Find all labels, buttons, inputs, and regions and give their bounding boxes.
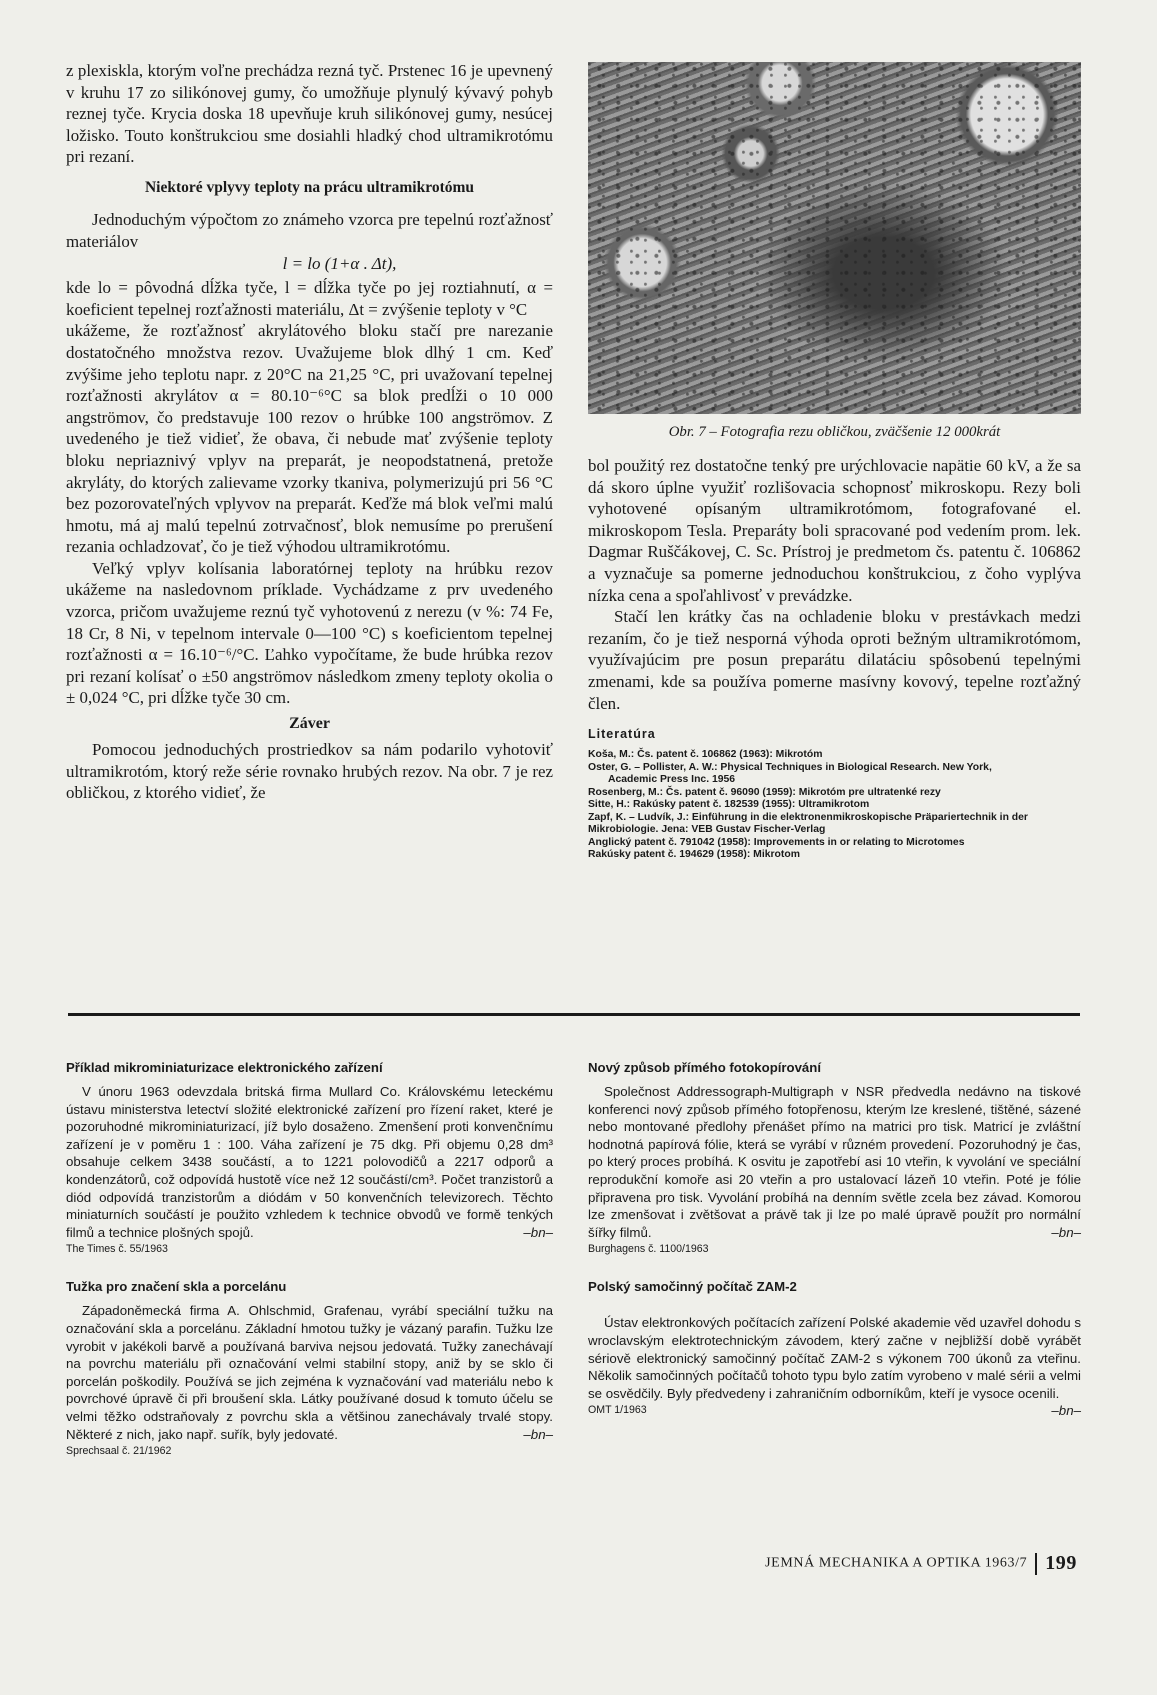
intro-paragraph: z plexiskla, ktorým voľne prechádza rezná tyč. Prstenec 16 je upevnený v kruhu 17 zo silikónovej gumy, čo umožňuje plynulý kývavý pohyb reznej tyče. Krycia doska 18 upevňuje kruh silikónovej gumy, nesúcej ložisko. Touto konštrukciou sme dosiahli hladký chod ultramikrotómu pri rezaní. [66,61,553,167]
news-signature: –bn– [1051,1224,1081,1240]
literature-item: Academic Press Inc. 1956 [608,774,736,786]
news-source: OMT 1/1963 [588,1404,647,1417]
news-item [66,1279,553,1457]
news-item [66,1060,553,1255]
news-body: Ústav elektronkových počítacích zařízení Polské akademie věd uzavřel dohodu s wroclavským elektrotechnickým závodem, který začne v nejbližší době vyrábět sériově elektronický samočinný počítač ZAM-2 s výkonem 700 úkonů za vteřinu. Několik samočinných počítačů tohoto typu bylo zatím vyrobeno v malé sérii a velmi se osvědčily. Byly předvedeny i zahraničním odborníkům, kteří je vysoce ocenili. –bn– [588,1315,1081,1419]
news-title: Nový způsob přímého fotokopírování [588,1060,821,1075]
right-column [588,62,1081,862]
conclusion-paragraph: Pomocou jednoduchých prostriedkov sa nám podarilo vyhotoviť ultramikrotóm, ktorý reže série rovnako hrubých rezov. Na obr. 7 je rez obličkou, z ktorého vidieť, že [66,740,553,803]
kidney-section-micrograph [588,62,1081,414]
literature-list [588,749,1081,862]
literature-item: Zapf, K. – Ludvík, J.: Einführung in die elektronenmikroskopische Präpariertechnik in der Mikrobiologie. Jena: VEB Gustav Fischer-Verlag [588,811,1028,836]
news-signature: –bn– [523,1224,553,1240]
news-item [588,1060,1081,1255]
news-body: Společnost Addressograph-Multigraph v NSR předvedla nedávno na tiskové konferenci nový způsob přímého fotopřenosu, kterým lze kreslené, tištěné, sázené nebo montované předlohy přenášet přímo na matrici pro tisk. Matricí je zvláštní hodnotná papírová fólie, která se vyrábí v různém provedení. Pozoruhodný je čas, po který proces probíhá. K osvitu je zapotřebí asi 10 vteřin, k vyvolání ve speciální reprodukční komoře asi 20 vteřin a pro ustalovací lázeň 10 vteřin. Poté je fólie připravena pro tisk. Vyvolání probíhá na denním světle zcela bez závad. Komorou lze zmenšovat i zvětšovat a právě tak ji lze po malé úpravě použít pro normální šířky filmů. –bn– [588,1084,1081,1240]
literature-item: Anglický patent č. 791042 (1958): Improvements in or relating to Microtomes [588,836,965,848]
journal-name: JEMNÁ MECHANIKA A OPTIKA 1963/7 [765,1555,1028,1571]
news-title: Příklad mikrominiaturizace elektronického zařízení [66,1060,383,1075]
section-heading: Niektoré vplyvy teploty na prácu ultramikrotómu [144,178,475,196]
news-source: The Times č. 55/1963 [66,1243,168,1256]
literature-item: Rakúsky patent č. 194629 (1958): Mikrotom [588,849,800,861]
literature-heading: Literatúra [588,727,656,742]
formula: l = lo (1+α . Δt), [282,254,397,274]
news-title: Tužka pro značení skla a porcelánu [66,1279,287,1295]
paragraph: Veľký vplyv kolísania laboratórnej teploty na hrúbku rezov ukážeme na nasledovnom príklade. Vychádzame z prv uvedeného vzorca, pričom uvažujeme reznú tyč vyhotovenú z nerezu (v %: 74 Fe, 18 Cr, 8 Ni, v tepelnom intervale 0—100 °C) s koeficientom tepelnej rozťažnosti α = 16.10⁻⁶/°C. Ľahko vypočítame, že bude hrúbka rezov pri rezaní kolísať o ±50 angströmov následkom zmeny teploty okolia o ± 0,024 °C, pri dĺžke tyče 30 cm. [66,558,553,708]
news-source: Sprechsaal č. 21/1962 [66,1445,172,1458]
news-signature: –bn– [1051,1403,1081,1419]
page-footer [765,1552,1077,1575]
news-right-column [588,1060,1081,1440]
news-item [588,1279,1081,1419]
news-title: Polský samočinný počítač ZAM-2 [588,1279,797,1295]
paragraph: Stačí len krátky čas na ochladenie bloku v prestávkach medzi rezaním, čo je tiež nesporná výhoda oproti bežným ultramikrotómom, využívajúcim pre posun preparátu dilatáciu spôsobenú tepelnými zmenami, kde sa používa pomerne masívny kovový, tepelne rozťažný člen. [588,607,1081,713]
conclusion-heading: Záver [289,715,330,733]
page-number: 199 [1045,1552,1077,1574]
paragraph: bol použitý rez dostatočne tenký pre urýchlovacie napätie 60 kV, a že sa dá skoro úplne využiť rozlišovacia schopnosť mikroskopu. Rezy boli vyhotovené opísaným ultramikrotómom, fotografované el. mikroskopom Tesla. Preparáty boli spracované pod vedením prom. lek. Dagmar Ruščákovej, C. Sc. Prístroj je predmetom čs. patentu č. 106862 a vyznačuje sa pomerne jednoduchou konštrukciou, z čoho vyplýva nízka cena a spoľahlivosť v prevádzke. [588,456,1081,605]
left-column [66,60,553,804]
paragraph: kde lo = pôvodná dĺžka tyče, l = dĺžka tyče po jej roztiahnutí, α = koeficient tepelnej rozťažnosti materiálu, Δt = zvýšenie teploty v °C [66,278,553,319]
news-source: Burghagens č. 1100/1963 [588,1243,709,1256]
news-signature: –bn– [523,1426,553,1442]
figure-caption: Obr. 7 – Fotografia rezu obličkou, zväčšenie 12 000krát [668,424,1001,440]
paragraph: ukážeme, že rozťažnosť akrylátového bloku stačí pre narezanie dostatočného množstva rezov. Uvažujeme blok dlhý 1 cm. Keď zvýšime jeho teplotu napr. z 20°C na 21,25 °C, pri uvažovaní tepelnej rozťažnosti akrylátov α = 80.10⁻⁶°C sa blok predĺži o 10 000 angströmov, čo predstavuje 100 rezov o hrúbke 100 angströmov. Z uvedeného je tiež vidieť, že obava, či nebude mať zvýšenie teploty bloku nepriaznivý vplyv na preparát, je neopodstatnená, pretože akryláty, do ktorých zalievame vzorky tkaniva, polymerizujú pri 56 °C bez pozorovateľných vplyvov na preparát. Keďže má blok veľmi malú hmotu, má aj malú tepelnú zotrvačnosť, blok nemusíme po prerušení rezania ochladzovať, čo je tiež výhodou ultramikrotómu. [66,321,553,557]
news-body: V únoru 1963 odevzdala britská firma Mullard Co. Královskému leteckému ústavu ministerstva letectví složité elektronické zařízení pro řízení raket, které je pozoruhodné mikrominiaturizací, jíž bylo dosaženo. Zmenšení proti konvenčnímu zařízení je v poměru 1 : 100. Váha zařízení je 75 dkg. Při objemu 0,28 dm³ obsahuje celkem 3438 součástí, a to 1221 polovodičů a 2217 odporů a kondenzátorů, což odpovídá hustotě více než 12 součástí/cm³. Počet tranzistorů a diód odpovídá tranzistorům a diódám v 50 konvenčních televizorech. Těchto miniaturních součástí je použito vzhledem k technice obvodů ve formě tenkých filmů a technice plošných spojů. –bn– [66,1084,553,1240]
section-divider [68,1013,1080,1016]
literature-item: Rosenberg, M.: Čs. patent č. 96090 (1959): Mikrotóm pre ultratenké rezy [588,786,941,798]
news-left-column [66,1060,553,1481]
news-body: Západoněmecká firma A. Ohlschmid, Grafenau, vyrábí speciální tužku na označování skla a porcelánu. Základní hmotou tužky je vázaný parafin. Tužku lze vyrobit v jakékoli barvě a používaná barviva nejsou jedovatá. Tužky zanechávají na povrchu materiálu při označování velmi stabilní stopy, aniž by se sklo či porcelán poškodily. Používá se jich zejména k vyznačování vad materiálu nebo k povrchové úpravě či při broušení skla. Látky používané dosud k tomuto účelu se velmi těžko odstraňovaly z povrchu skla a většinou zanechávaly trvalé stopy. Některé z nich, jako např. suřík, byly jedovaté. –bn– [66,1303,553,1442]
paragraph: Jednoduchým výpočtom zo známeho vzorca pre tepelnú rozťažnosť materiálov [66,209,553,251]
literature-item: Oster, G. – Pollister, A. W.: Physical Techniques in Biological Research. New York, [588,761,992,773]
footer-separator [1035,1553,1037,1575]
literature-item: Sitte, H.: Rakúsky patent č. 182539 (1955): Ultramikrotom [588,799,870,811]
literature-item: Koša, M.: Čs. patent č. 106862 (1963): Mikrotóm [588,749,823,761]
